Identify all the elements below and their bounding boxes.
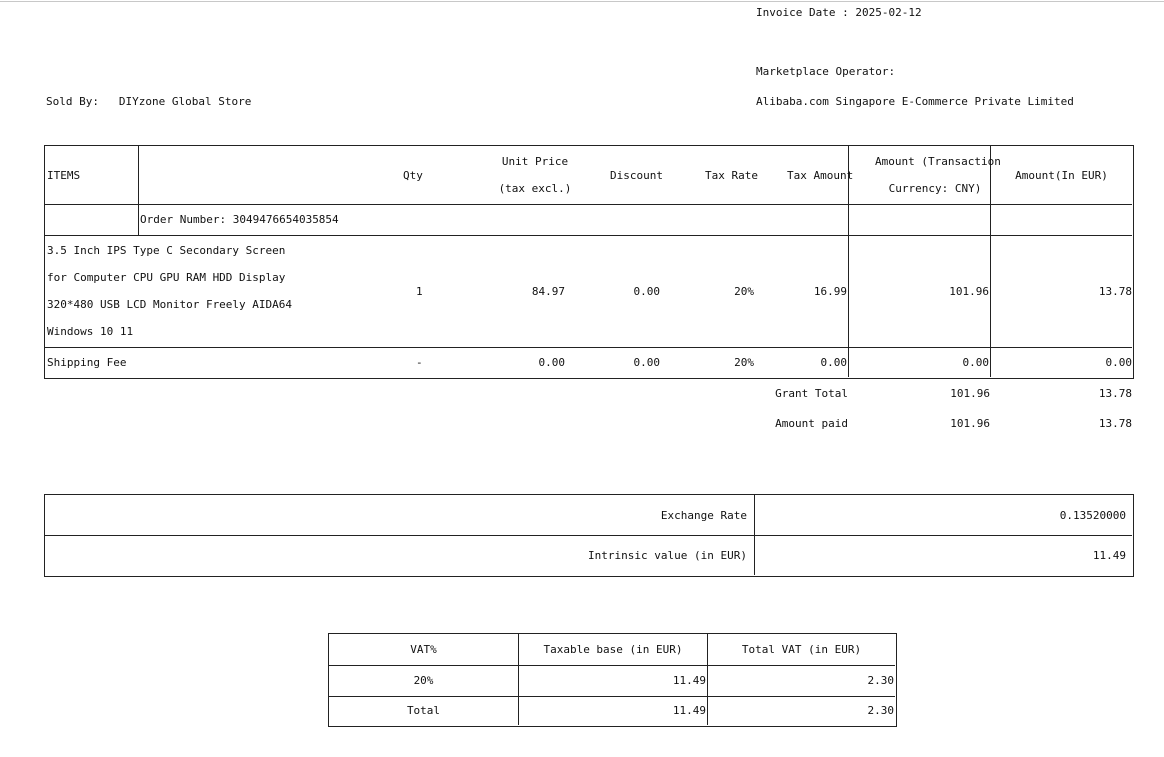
- vat-header-rate: VAT%: [410, 643, 437, 656]
- sold-by: [46, 95, 251, 109]
- product-tax-rate: 20%: [734, 285, 754, 298]
- header-items: ITEMS: [47, 169, 81, 182]
- vat-total-label: Total: [406, 704, 441, 717]
- exchange-rate-label: Exchange Rate: [660, 509, 747, 522]
- shipping-amount-eur: 0.00: [1105, 356, 1132, 369]
- vat-header-base: Taxable base (in EUR): [543, 643, 683, 656]
- shipping-amount-txn: 0.00: [962, 356, 989, 369]
- marketplace-label: Marketplace Operator:: [756, 65, 896, 78]
- row-divider: [45, 347, 1132, 348]
- col-divider: [138, 146, 139, 235]
- product-amount-txn: 101.96: [949, 285, 989, 298]
- product-name-line: Windows 10 11: [47, 325, 134, 338]
- header-qty: Qty: [403, 169, 423, 182]
- header-amount-txn-currency: Currency: CNY): [888, 182, 982, 195]
- row-divider: [329, 696, 895, 697]
- product-name-line: 320*480 USB LCD Monitor Freely AIDA64: [47, 298, 293, 311]
- header-amount-eur: Amount(In EUR): [1015, 169, 1108, 182]
- product-qty: 1: [416, 285, 423, 298]
- shipping-qty: -: [416, 356, 423, 369]
- order-number-label: Order Number:: [140, 213, 227, 226]
- vat-table: [328, 633, 897, 727]
- grant-total-eur: 13.78: [1098, 387, 1132, 400]
- shipping-unit-price: 0.00: [538, 356, 565, 369]
- vat-total-base: 11.49: [672, 704, 706, 717]
- exchange-rate-value: 0.13520000: [1059, 509, 1126, 522]
- header-amount-txn: Amount (Transaction: [875, 155, 1001, 168]
- amount-paid-eur: 13.78: [1098, 417, 1132, 430]
- shipping-tax-amount: 0.00: [820, 356, 847, 369]
- header-tax-rate: Tax Rate: [705, 169, 758, 182]
- exchange-table: [44, 494, 1134, 577]
- shipping-label: Shipping Fee: [47, 356, 127, 369]
- amount-paid-txn: 101.96: [950, 417, 990, 430]
- col-divider: [754, 495, 755, 575]
- intrinsic-value: 11.49: [1092, 549, 1126, 562]
- invoice-date: [756, 6, 922, 20]
- product-amount-eur: 13.78: [1098, 285, 1132, 298]
- row-divider: [45, 235, 1132, 236]
- order-number-value: 3049476654035854: [232, 213, 339, 226]
- grant-total-txn: 101.96: [950, 387, 990, 400]
- header-unit-price-note: (tax excl.): [498, 182, 572, 195]
- top-rule: [0, 1, 1164, 2]
- product-tax-amount: 16.99: [813, 285, 847, 298]
- invoice-date-value: 2025-02-12: [855, 6, 922, 19]
- amount-paid-label: Amount paid: [775, 417, 848, 430]
- vat-header-total: Total VAT (in EUR): [741, 643, 862, 656]
- product-unit-price: 84.97: [531, 285, 565, 298]
- row-divider: [45, 535, 1132, 536]
- vat-row-base: 11.49: [672, 674, 706, 687]
- shipping-tax-rate: 20%: [734, 356, 754, 369]
- product-name-line: 3.5 Inch IPS Type C Secondary Screen: [47, 244, 286, 257]
- vat-total-total: 2.30: [867, 704, 894, 717]
- invoice-date-label: Invoice Date :: [756, 6, 849, 19]
- grant-total-label: Grant Total: [775, 387, 848, 400]
- shipping-discount: 0.00: [633, 356, 660, 369]
- product-name-line: for Computer CPU GPU RAM HDD Display: [47, 271, 286, 284]
- order-number: [140, 213, 339, 227]
- header-unit-price: Unit Price: [501, 155, 569, 168]
- marketplace-name: Alibaba.com Singapore E-Commerce Private Limited: [756, 95, 1074, 108]
- vat-row-total: 2.30: [867, 674, 894, 687]
- header-discount: Discount: [610, 169, 663, 182]
- items-table: [44, 145, 1134, 379]
- row-divider: [45, 204, 1132, 205]
- product-discount: 0.00: [633, 285, 660, 298]
- vat-row-rate: 20%: [413, 674, 434, 687]
- intrinsic-value-label: Intrinsic value (in EUR): [588, 549, 747, 562]
- sold-by-label: Sold By:: [46, 95, 99, 108]
- sold-by-value: DIYzone Global Store: [118, 95, 252, 108]
- row-divider: [329, 665, 895, 666]
- header-tax-amount: Tax Amount: [787, 169, 854, 182]
